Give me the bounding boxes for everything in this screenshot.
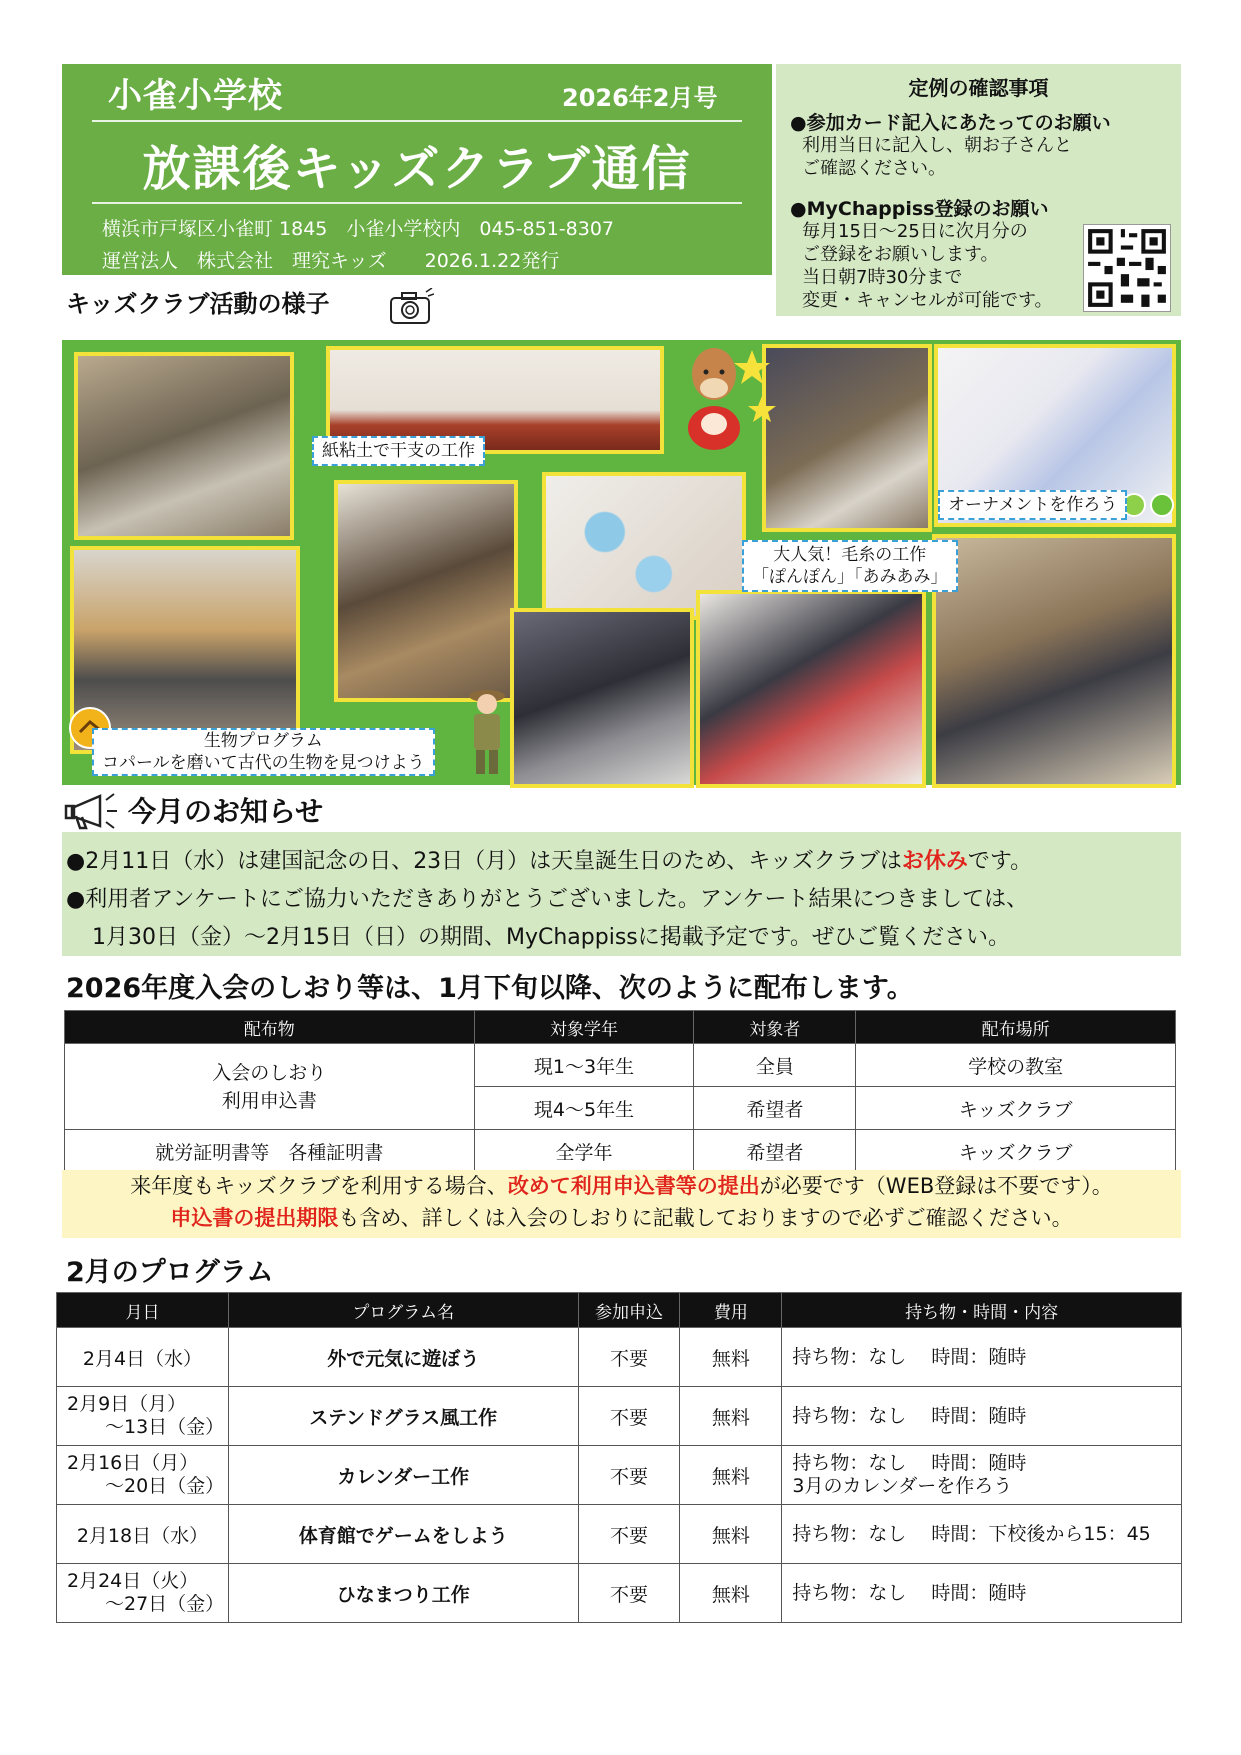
date-end: ～13日（金）	[105, 1416, 225, 1438]
caption-clay: 紙粘土で干支の工作	[312, 436, 485, 466]
month-notice-box	[62, 832, 1181, 956]
regular-notice-box	[776, 64, 1181, 316]
date-cell: 2月18日（水）	[57, 1505, 229, 1564]
month-notice-heading: 今月のお知らせ	[128, 795, 324, 828]
apply-cell: 不要	[578, 1387, 680, 1446]
col-header: 対象学年	[474, 1011, 694, 1044]
fee-cell: 無料	[680, 1505, 782, 1564]
newsletter-header	[62, 64, 772, 275]
table-row	[57, 1505, 1182, 1564]
notice-text: 毎月15日～25日に次月分の	[802, 221, 1028, 242]
school-name: 小雀小学校	[108, 76, 283, 116]
col-header: プログラム名	[228, 1293, 578, 1328]
table-row	[57, 1446, 1182, 1505]
photo-polishing-copal	[510, 608, 694, 788]
program-name-cell: ステンドグラス風工作	[228, 1387, 578, 1446]
table-cell: 全学年	[474, 1130, 694, 1173]
detail-cell: 持ち物：なし 時間：随時	[782, 1328, 1182, 1387]
notice-item-heading: ●MyChappiss登録のお願い	[790, 198, 1049, 220]
apply-cell: 不要	[578, 1505, 680, 1564]
table-cell: キッズクラブ	[856, 1087, 1176, 1130]
table-cell: 就労証明書等 各種証明書	[65, 1130, 475, 1173]
activity-heading: キッズクラブ活動の様子	[66, 290, 330, 318]
item-line: 入会のしおり	[212, 1061, 327, 1084]
notice-line-1-text: ●2月11日（水）は建国記念の日、23日（月）は天皇誕生日のため、キッズクラブは	[66, 849, 902, 874]
item-line: 利用申込書	[221, 1089, 317, 1112]
notice-line-2: ●利用者アンケートにご協力いただきありがとうございました。アンケート結果につきましては、	[66, 887, 1029, 912]
table-cell: 希望者	[694, 1087, 856, 1130]
enrolment-heading: 2026年度入会のしおり等は、1月下旬以降、次のように配布します。	[66, 973, 914, 1004]
notice-line-1-end: です。	[967, 849, 1033, 874]
col-header: 配布場所	[856, 1011, 1176, 1044]
caption-yarn	[742, 540, 958, 592]
caption-yarn-line2: 「ぽんぽん」「あみあみ」	[752, 567, 948, 587]
enrolment-note-line1	[62, 1170, 1181, 1202]
apply-cell: 不要	[578, 1328, 680, 1387]
date-cell	[57, 1564, 229, 1623]
activity-photo-collage	[62, 340, 1181, 785]
megaphone-icon	[64, 790, 120, 832]
col-header: 持ち物・時間・内容	[782, 1293, 1182, 1328]
table-cell: 全員	[694, 1044, 856, 1087]
table-cell: 希望者	[694, 1130, 856, 1173]
detail-cell: 持ち物：なし 時間：随時	[782, 1564, 1182, 1623]
program-name-cell: 体育館でゲームをしよう	[228, 1505, 578, 1564]
caption-bio-line1: 生物プログラム	[203, 731, 323, 751]
date-cell	[57, 1387, 229, 1446]
note-highlight: 申込書の提出期限	[170, 1206, 339, 1230]
header-divider	[92, 120, 742, 122]
program-table	[56, 1292, 1182, 1623]
detail-line: 持ち物：なし 時間：随時	[792, 1452, 1027, 1474]
table-cell: 学校の教室	[856, 1044, 1176, 1087]
caption-ornament: オーナメントを作ろう	[938, 490, 1127, 520]
col-header: 費用	[680, 1293, 782, 1328]
table-header-row	[65, 1011, 1176, 1044]
col-header: 配布物	[65, 1011, 475, 1044]
caption-bio-line2: コパールを磨いて古代の生物を見つけよう	[102, 753, 425, 773]
address: 横浜市戸塚区小雀町 1845 小雀小学校内 045-851-8307	[102, 218, 614, 240]
photo-craft-table	[932, 534, 1176, 788]
notice-text: ご確認ください。	[802, 158, 946, 179]
caption-yarn-line1: 大人気！毛糸の工作	[773, 545, 927, 565]
table-row	[65, 1044, 1176, 1087]
table-row	[57, 1387, 1182, 1446]
apply-cell: 不要	[578, 1446, 680, 1505]
explorer-illustration	[462, 680, 512, 780]
date-end: ～27日（金）	[105, 1593, 225, 1615]
newsletter-title: 放課後キッズクラブ通信	[142, 141, 692, 197]
notice-text: 変更・キャンセルが可能です。	[802, 290, 1053, 311]
enrolment-note	[62, 1170, 1181, 1238]
note-highlight: 改めて利用申込書等の提出	[507, 1174, 760, 1198]
date-cell: 2月4日（水）	[57, 1328, 229, 1387]
note-text: も含め、詳しくは入会のしおりに記載しておりますので必ずご確認ください。	[338, 1206, 1073, 1230]
camera-icon	[388, 288, 434, 326]
photo-weaving-yarn	[696, 590, 926, 788]
fee-cell: 無料	[680, 1564, 782, 1623]
distribution-table	[64, 1010, 1176, 1173]
note-text: が必要です（WEB登録は不要です）。	[759, 1174, 1113, 1198]
col-header: 月日	[57, 1293, 229, 1328]
table-cell: キッズクラブ	[856, 1130, 1176, 1173]
notice-line-1	[66, 844, 1032, 875]
notice-line-3: 1月30日（金）～2月15日（日）の期間、MyChappissに掲載予定です。ぜひご覧ください。	[92, 925, 1010, 950]
photo-classroom-tables	[334, 480, 518, 702]
detail-cell: 持ち物：なし 時間：随時	[782, 1387, 1182, 1446]
notice-text: ご登録をお願いします。	[802, 244, 999, 265]
col-header: 対象者	[694, 1011, 856, 1044]
issue-date: 2026年2月号	[562, 84, 718, 112]
stars-decoration	[732, 348, 822, 438]
detail-cell	[782, 1446, 1182, 1505]
date-start: 2月16日（月）	[67, 1452, 199, 1474]
table-cell: 現1～3年生	[474, 1044, 694, 1087]
date-start: 2月24日（火）	[67, 1570, 199, 1592]
program-heading: 2月のプログラム	[66, 1257, 274, 1288]
program-name-cell: ひなまつり工作	[228, 1564, 578, 1623]
note-text: 来年度もキッズクラブを利用する場合、	[130, 1174, 508, 1198]
table-row	[57, 1328, 1182, 1387]
fee-cell: 無料	[680, 1328, 782, 1387]
detail-line: 3月のカレンダーを作ろう	[792, 1475, 1013, 1497]
photo-kids-crafting	[74, 352, 294, 540]
notice-text: 当日朝7時30分まで	[802, 267, 963, 288]
fee-cell: 無料	[680, 1446, 782, 1505]
date-start: 2月9日（月）	[67, 1393, 187, 1415]
header-divider	[92, 202, 742, 204]
apply-cell: 不要	[578, 1564, 680, 1623]
notice-title: 定例の確認事項	[908, 76, 1049, 100]
program-name-cell: カレンダー工作	[228, 1446, 578, 1505]
fee-cell: 無料	[680, 1387, 782, 1446]
ornament-balls-decoration	[1122, 490, 1178, 520]
notice-text: 利用当日に記入し、朝お子さんと	[802, 135, 1072, 156]
caption-bio-program	[92, 728, 435, 776]
qr-code[interactable]	[1083, 224, 1171, 312]
date-end: ～20日（金）	[105, 1475, 225, 1497]
table-cell	[65, 1044, 475, 1130]
table-row	[57, 1564, 1182, 1623]
detail-cell: 持ち物：なし 時間：下校後から15：45	[782, 1505, 1182, 1564]
table-cell: 現4～5年生	[474, 1087, 694, 1130]
table-header-row	[57, 1293, 1182, 1328]
col-header: 参加申込	[578, 1293, 680, 1328]
date-cell	[57, 1446, 229, 1505]
program-name-cell: 外で元気に遊ぼう	[228, 1328, 578, 1387]
publisher: 運営法人 株式会社 理究キッズ 2026.1.22発行	[102, 250, 560, 272]
holiday-highlight: お休み	[901, 849, 968, 874]
table-row	[65, 1130, 1176, 1173]
notice-item-heading: ●参加カード記入にあたってのお願い	[790, 112, 1111, 134]
enrolment-note-line2	[62, 1202, 1181, 1234]
